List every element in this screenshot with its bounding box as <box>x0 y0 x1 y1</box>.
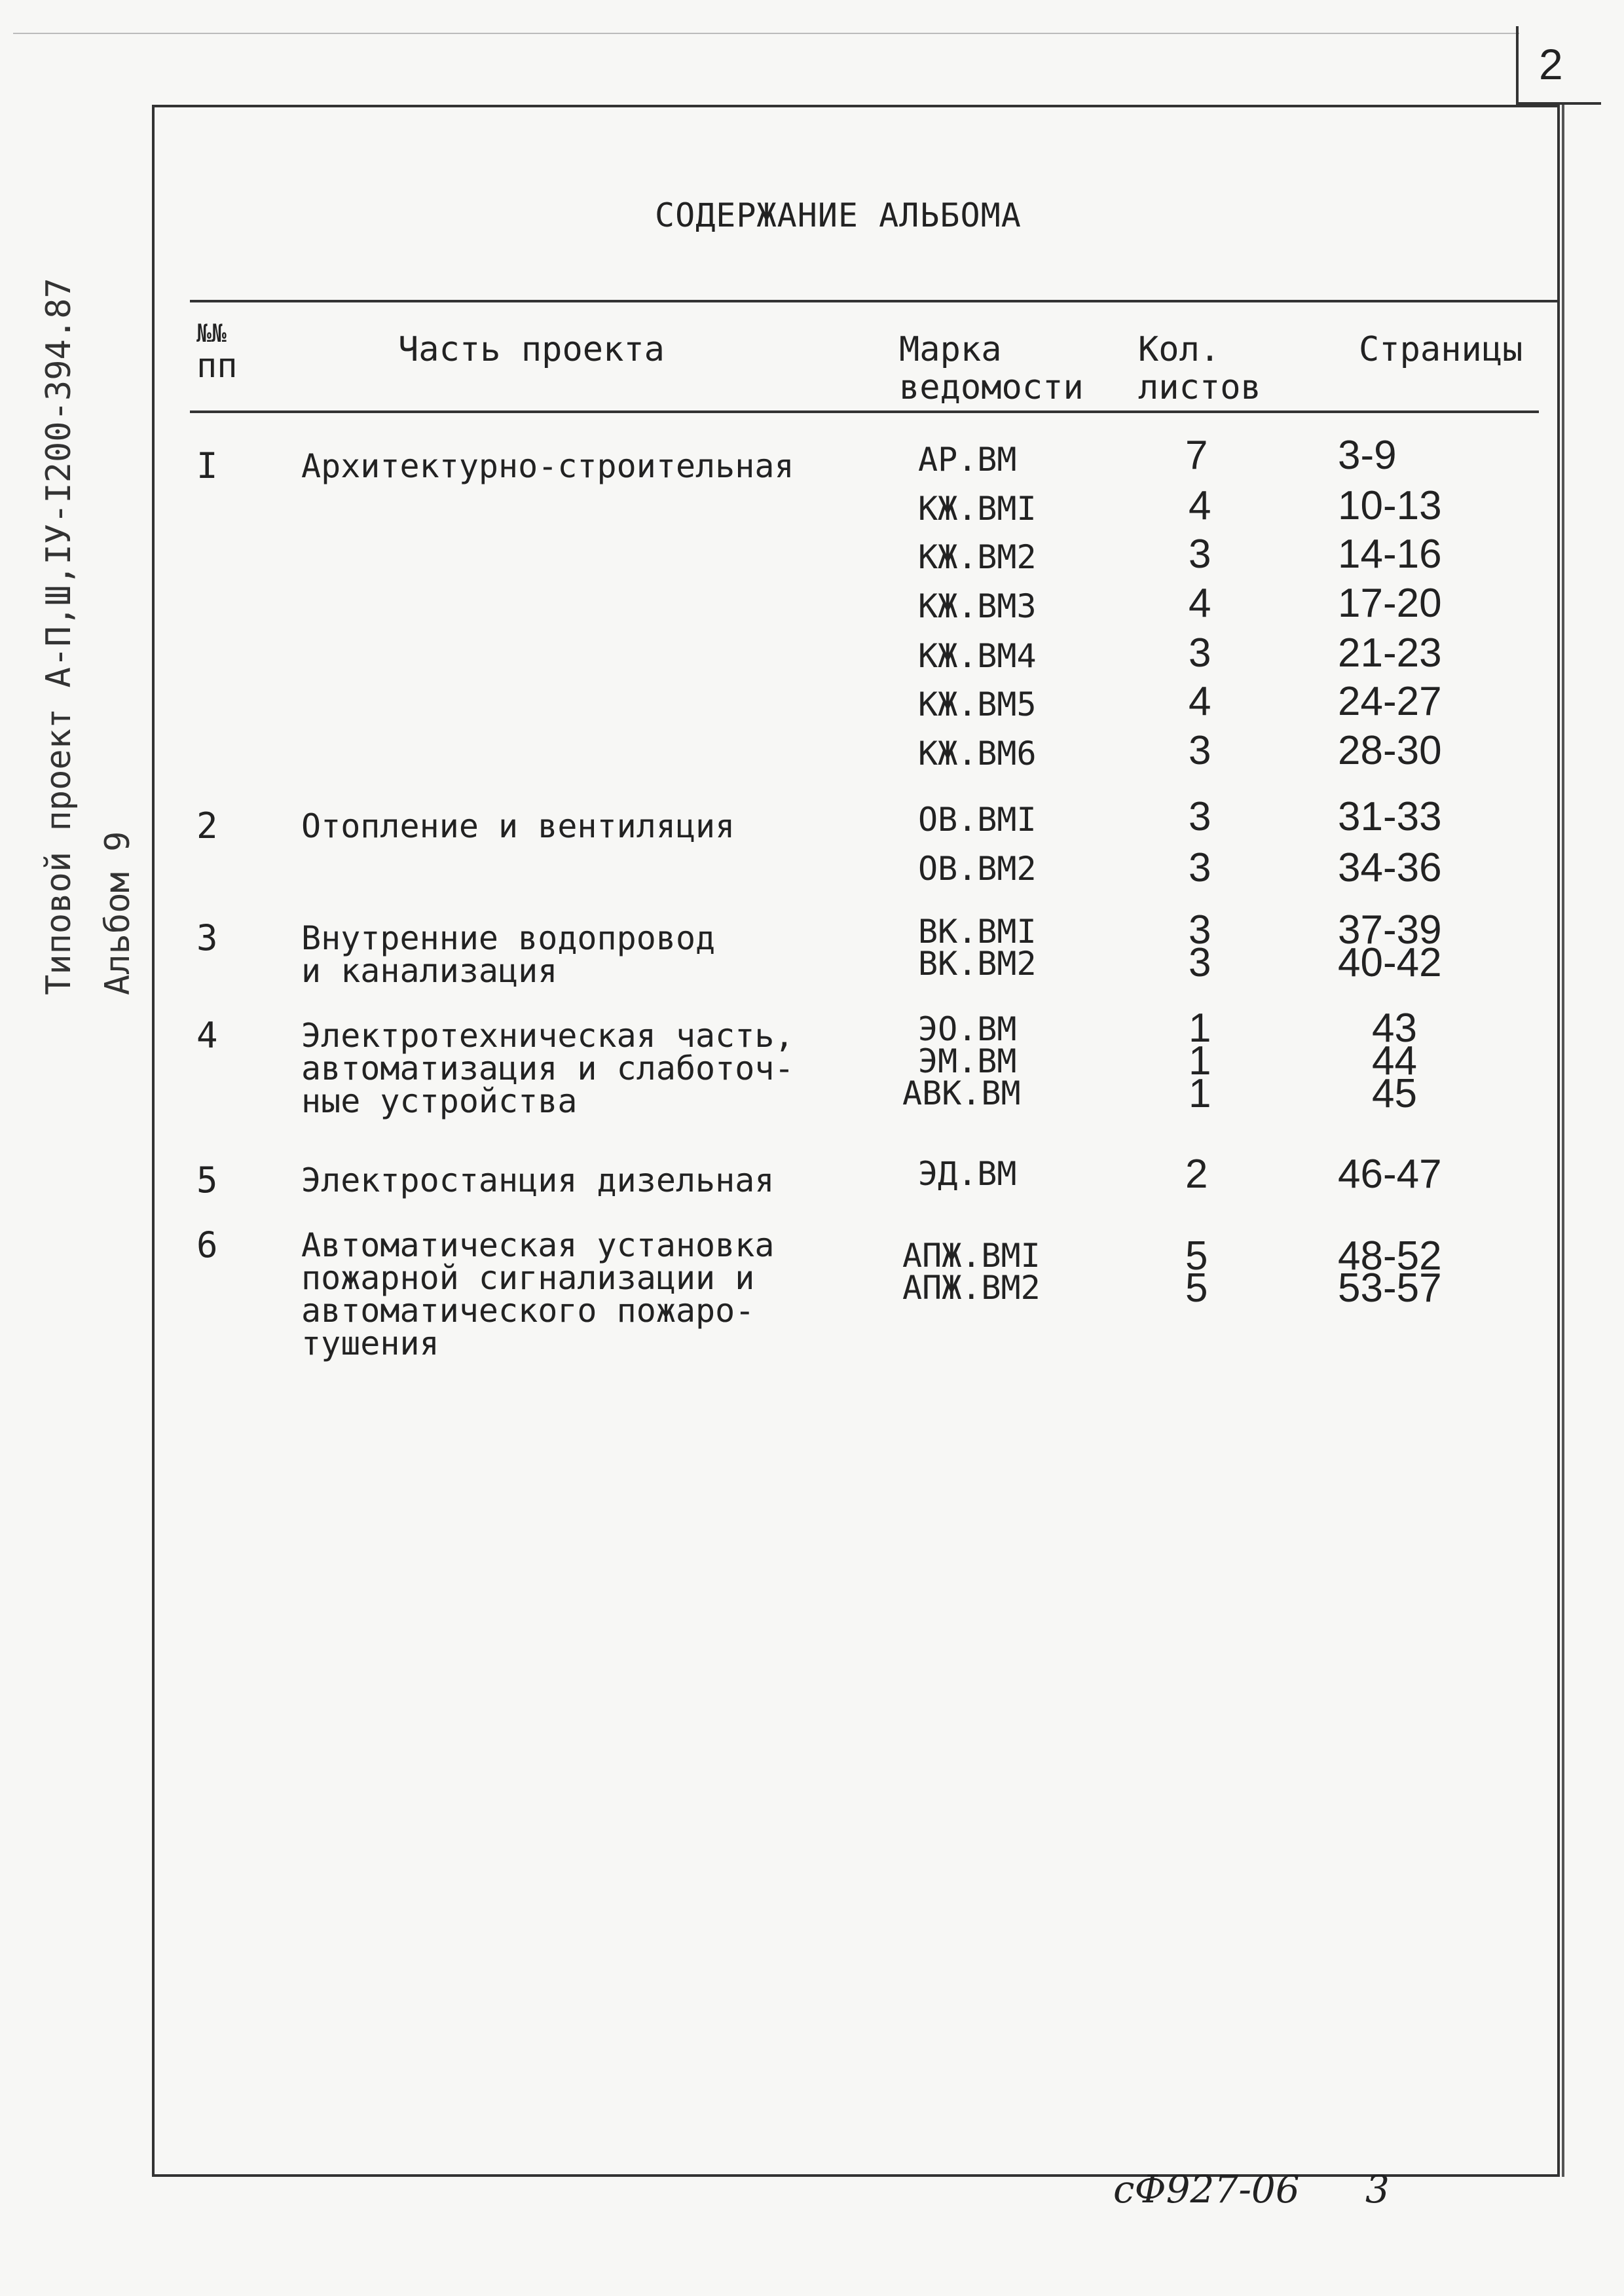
drawing-frame <box>152 105 1560 2177</box>
scan-edge-line <box>13 33 1519 34</box>
row-count: 3 <box>1189 940 1211 985</box>
section-no-2: 2 <box>196 805 218 847</box>
row-pages: 44 <box>1372 1038 1417 1084</box>
header-count: Кол. листов <box>1138 330 1261 407</box>
row-mark: АПЖ.ВМI <box>902 1237 1041 1275</box>
header-part: Часть проекта <box>398 330 665 369</box>
row-mark: ВК.ВМI <box>918 913 1037 951</box>
section-no-1: I <box>196 445 218 486</box>
row-pages: 40-42 <box>1338 940 1442 985</box>
row-pages: 14-16 <box>1338 532 1442 577</box>
row-count: 2 <box>1185 1152 1208 1197</box>
section-no-6: 6 <box>196 1224 218 1266</box>
row-mark: КЖ.ВМ6 <box>918 735 1037 773</box>
side-label <box>29 79 147 995</box>
row-pages: 53-57 <box>1338 1266 1442 1311</box>
row-count: 3 <box>1189 845 1211 890</box>
footer-sheet: 3 <box>1365 2167 1390 2212</box>
section-title-5: Электростанция дизельная <box>301 1161 775 1199</box>
header-bottom-rule <box>190 410 1539 413</box>
page-title: СОДЕРЖАНИЕ АЛЬБОМА <box>655 196 1022 234</box>
footer-code: сФ927-06 <box>1113 2167 1300 2212</box>
row-count: 1 <box>1189 1071 1211 1116</box>
row-pages: 21-23 <box>1338 630 1442 676</box>
row-pages: 45 <box>1372 1071 1417 1116</box>
row-count: 7 <box>1185 433 1208 478</box>
row-mark: АР.ВМ <box>918 441 1017 479</box>
header-no-pp: пп <box>196 346 238 386</box>
row-mark: ВК.ВМ2 <box>918 945 1037 983</box>
row-count: 4 <box>1189 483 1211 528</box>
row-mark: ЭО.ВМ <box>918 1010 1017 1048</box>
row-pages: 3-9 <box>1338 433 1397 478</box>
row-pages: 43 <box>1372 1006 1417 1051</box>
row-pages: 10-13 <box>1338 483 1442 528</box>
row-mark: КЖ.ВМ5 <box>918 685 1037 723</box>
row-count: 3 <box>1189 532 1211 577</box>
row-mark: ОВ.ВМI <box>918 801 1037 839</box>
section-no-5: 5 <box>196 1159 218 1201</box>
section-no-4: 4 <box>196 1015 218 1056</box>
row-count: 3 <box>1189 728 1211 773</box>
row-count: 1 <box>1189 1006 1211 1051</box>
row-mark: ЭМ.ВМ <box>918 1042 1017 1080</box>
row-count: 5 <box>1185 1266 1208 1311</box>
section-no-3: 3 <box>196 917 218 958</box>
row-count: 3 <box>1189 794 1211 839</box>
row-mark: КЖ.ВМ2 <box>918 538 1037 576</box>
row-count: 5 <box>1185 1233 1208 1279</box>
row-count: 4 <box>1189 581 1211 626</box>
row-count: 3 <box>1189 630 1211 676</box>
section-title-1: Архитектурно-строительная <box>301 447 794 485</box>
header-mark: Марка ведомости <box>899 330 1084 407</box>
row-pages: 46-47 <box>1338 1152 1442 1197</box>
row-mark: ЭД.ВМ <box>918 1155 1017 1193</box>
section-title-2: Отопление и вентиляция <box>301 807 735 845</box>
row-mark: АПЖ.ВМ2 <box>902 1269 1041 1307</box>
side-label-album: Альбом 9 <box>98 831 138 995</box>
frame-right-line <box>1562 105 1564 2177</box>
row-pages: 34-36 <box>1338 845 1442 890</box>
header-pages: Страницы <box>1359 330 1523 369</box>
row-pages: 37-39 <box>1338 907 1442 953</box>
row-mark: ОВ.ВМ2 <box>918 850 1037 888</box>
row-count: 3 <box>1189 907 1211 953</box>
header-no: №№ <box>196 319 227 348</box>
row-count: 1 <box>1189 1038 1211 1084</box>
row-pages: 31-33 <box>1338 794 1442 839</box>
row-pages: 28-30 <box>1338 728 1442 773</box>
row-mark: КЖ.ВМI <box>918 490 1037 528</box>
row-count: 4 <box>1189 679 1211 724</box>
row-mark: КЖ.ВМ4 <box>918 637 1037 675</box>
section-title-3: Внутренние водопровод и канализация <box>301 919 716 990</box>
section-title-6: Автоматическая установка пожарной сигнализации и автоматического пожаро- тушения <box>301 1226 775 1362</box>
page-number: 2 <box>1539 40 1563 88</box>
row-pages: 24-27 <box>1338 679 1442 724</box>
section-title-4: Электротехническая часть, автоматизация и слаботоч- ные устройства <box>301 1017 794 1120</box>
row-mark: АВК.ВМ <box>902 1074 1021 1112</box>
row-mark: КЖ.ВМ3 <box>918 587 1037 625</box>
header-top-rule <box>190 300 1559 302</box>
side-label-project: Типовой проект А-П,Ш,IУ-I200-394.87 <box>39 278 79 995</box>
row-pages: 48-52 <box>1338 1233 1442 1279</box>
row-pages: 17-20 <box>1338 581 1442 626</box>
